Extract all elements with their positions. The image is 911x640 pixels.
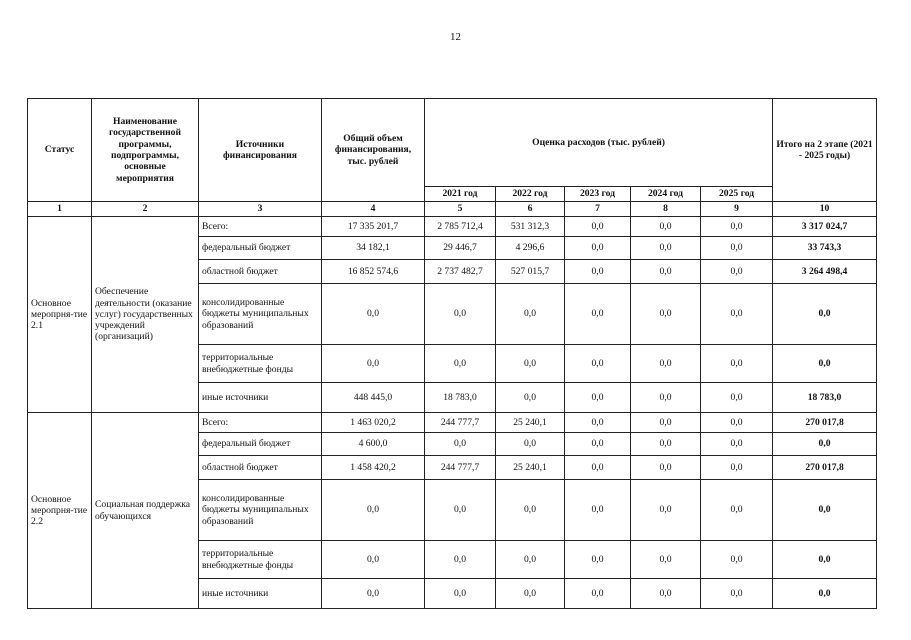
value-y2023: 0,0	[565, 217, 631, 237]
value-y2021: 0,0	[425, 433, 496, 456]
value-y2022: 0,0	[496, 433, 565, 456]
activity-name: Социальная поддержка обучающихся	[92, 413, 199, 609]
value-y2022: 0,0	[496, 480, 565, 541]
financing-table	[27, 98, 877, 609]
value-y2023: 0,0	[565, 579, 631, 609]
value-total: 1 458 420,2	[322, 456, 425, 480]
value-y2023: 0,0	[565, 260, 631, 284]
funding-source: Всего:	[199, 413, 322, 433]
value-stage-total: 3 317 024,7	[773, 217, 877, 237]
value-y2025: 0,0	[701, 541, 773, 579]
value-y2022: 0,0	[496, 541, 565, 579]
value-y2023: 0,0	[565, 413, 631, 433]
value-total: 0,0	[322, 284, 425, 345]
value-y2021: 2 785 712,4	[425, 217, 496, 237]
header-year-2025: 2025 год	[701, 187, 773, 202]
value-y2025: 0,0	[701, 217, 773, 237]
value-y2021: 2 737 482,7	[425, 260, 496, 284]
funding-source: областной бюджет	[199, 456, 322, 480]
value-y2023: 0,0	[565, 237, 631, 260]
value-y2024: 0,0	[631, 260, 701, 284]
page-number: 12	[450, 31, 461, 43]
column-number: 9	[701, 202, 773, 217]
value-stage-total: 18 783,0	[773, 383, 877, 413]
value-y2021: 0,0	[425, 541, 496, 579]
value-y2025: 0,0	[701, 456, 773, 480]
funding-source: консолидированные бюджеты муниципальных образований	[199, 480, 322, 541]
value-y2025: 0,0	[701, 480, 773, 541]
value-stage-total: 0,0	[773, 541, 877, 579]
column-number: 10	[773, 202, 877, 217]
value-y2021: 0,0	[425, 579, 496, 609]
value-stage-total: 0,0	[773, 284, 877, 345]
funding-source: федеральный бюджет	[199, 237, 322, 260]
column-numbers-row	[28, 202, 877, 217]
value-stage-total: 270 017,8	[773, 456, 877, 480]
value-y2023: 0,0	[565, 284, 631, 345]
header-year-2022: 2022 год	[496, 187, 565, 202]
value-y2023: 0,0	[565, 383, 631, 413]
value-y2025: 0,0	[701, 345, 773, 383]
funding-source: территориальные внебюджетные фонды	[199, 345, 322, 383]
value-y2022: 25 240,1	[496, 456, 565, 480]
value-total: 34 182,1	[322, 237, 425, 260]
value-y2025: 0,0	[701, 433, 773, 456]
value-y2023: 0,0	[565, 480, 631, 541]
column-number: 6	[496, 202, 565, 217]
value-total: 0,0	[322, 541, 425, 579]
activity-name: Обеспечение деятельности (оказание услуг) государственных учреждений (организаций)	[92, 217, 199, 413]
value-stage-total: 3 264 498,4	[773, 260, 877, 284]
value-y2023: 0,0	[565, 433, 631, 456]
header-year-2023: 2023 год	[565, 187, 631, 202]
funding-source: территориальные внебюджетные фонды	[199, 541, 322, 579]
value-y2025: 0,0	[701, 237, 773, 260]
value-y2024: 0,0	[631, 284, 701, 345]
value-y2021: 29 446,7	[425, 237, 496, 260]
activity-status: Основное меропрня-тие 2.1	[28, 217, 92, 413]
header-name: Наименование государственной программы, подпрограммы, основные мероприятия	[92, 99, 199, 202]
column-number: 4	[322, 202, 425, 217]
header-year-2021: 2021 год	[425, 187, 496, 202]
activity-status: Основное меропрня-тие 2.2	[28, 413, 92, 609]
value-y2022: 0,0	[496, 345, 565, 383]
funding-source: иные источники	[199, 383, 322, 413]
table-row	[28, 413, 877, 433]
value-total: 0,0	[322, 579, 425, 609]
funding-source: областной бюджет	[199, 260, 322, 284]
column-number: 5	[425, 202, 496, 217]
header-stage-total: Итого на 2 этапе (2021 - 2025 годы)	[773, 99, 877, 202]
value-y2025: 0,0	[701, 579, 773, 609]
value-y2022: 531 312,3	[496, 217, 565, 237]
value-y2024: 0,0	[631, 541, 701, 579]
value-y2023: 0,0	[565, 345, 631, 383]
value-stage-total: 33 743,3	[773, 237, 877, 260]
column-number: 8	[631, 202, 701, 217]
value-y2025: 0,0	[701, 383, 773, 413]
value-y2024: 0,0	[631, 579, 701, 609]
value-total: 4 600,0	[322, 433, 425, 456]
header-status: Статус	[28, 99, 92, 202]
value-stage-total: 0,0	[773, 433, 877, 456]
value-y2022: 527 015,7	[496, 260, 565, 284]
value-y2022: 0,0	[496, 579, 565, 609]
value-y2021: 244 777,7	[425, 456, 496, 480]
value-y2022: 25 240,1	[496, 413, 565, 433]
value-y2025: 0,0	[701, 284, 773, 345]
header-year-2024: 2024 год	[631, 187, 701, 202]
value-y2024: 0,0	[631, 217, 701, 237]
funding-source: иные источники	[199, 579, 322, 609]
value-y2024: 0,0	[631, 433, 701, 456]
value-total: 448 445,0	[322, 383, 425, 413]
value-y2021: 0,0	[425, 480, 496, 541]
column-number: 7	[565, 202, 631, 217]
value-total: 1 463 020,2	[322, 413, 425, 433]
value-stage-total: 0,0	[773, 480, 877, 541]
value-y2021: 0,0	[425, 284, 496, 345]
value-y2022: 0,0	[496, 284, 565, 345]
value-y2023: 0,0	[565, 456, 631, 480]
value-y2024: 0,0	[631, 456, 701, 480]
header-sources: Источники финансирования	[199, 99, 322, 202]
value-y2025: 0,0	[701, 260, 773, 284]
value-y2024: 0,0	[631, 480, 701, 541]
value-stage-total: 0,0	[773, 579, 877, 609]
value-total: 17 335 201,7	[322, 217, 425, 237]
value-y2024: 0,0	[631, 383, 701, 413]
value-y2021: 18 783,0	[425, 383, 496, 413]
table-body	[28, 217, 877, 609]
value-y2024: 0,0	[631, 237, 701, 260]
column-number: 2	[92, 202, 199, 217]
value-y2024: 0,0	[631, 413, 701, 433]
value-y2024: 0,0	[631, 345, 701, 383]
header-total: Общий объем финансирования, тыс. рублей	[322, 99, 425, 202]
value-total: 0,0	[322, 345, 425, 383]
value-y2023: 0,0	[565, 541, 631, 579]
value-y2021: 244 777,7	[425, 413, 496, 433]
value-y2021: 0,0	[425, 345, 496, 383]
funding-source: федеральный бюджет	[199, 433, 322, 456]
value-y2025: 0,0	[701, 413, 773, 433]
header-estimate: Оценка расходов (тыс. рублей)	[425, 99, 773, 187]
value-stage-total: 0,0	[773, 345, 877, 383]
funding-source: консолидированные бюджеты муниципальных образований	[199, 284, 322, 345]
value-total: 0,0	[322, 480, 425, 541]
value-y2022: 0,0	[496, 383, 565, 413]
table-row	[28, 217, 877, 237]
column-number: 3	[199, 202, 322, 217]
funding-source: Всего:	[199, 217, 322, 237]
column-number: 1	[28, 202, 92, 217]
value-total: 16 852 574,6	[322, 260, 425, 284]
value-stage-total: 270 017,8	[773, 413, 877, 433]
value-y2022: 4 296,6	[496, 237, 565, 260]
